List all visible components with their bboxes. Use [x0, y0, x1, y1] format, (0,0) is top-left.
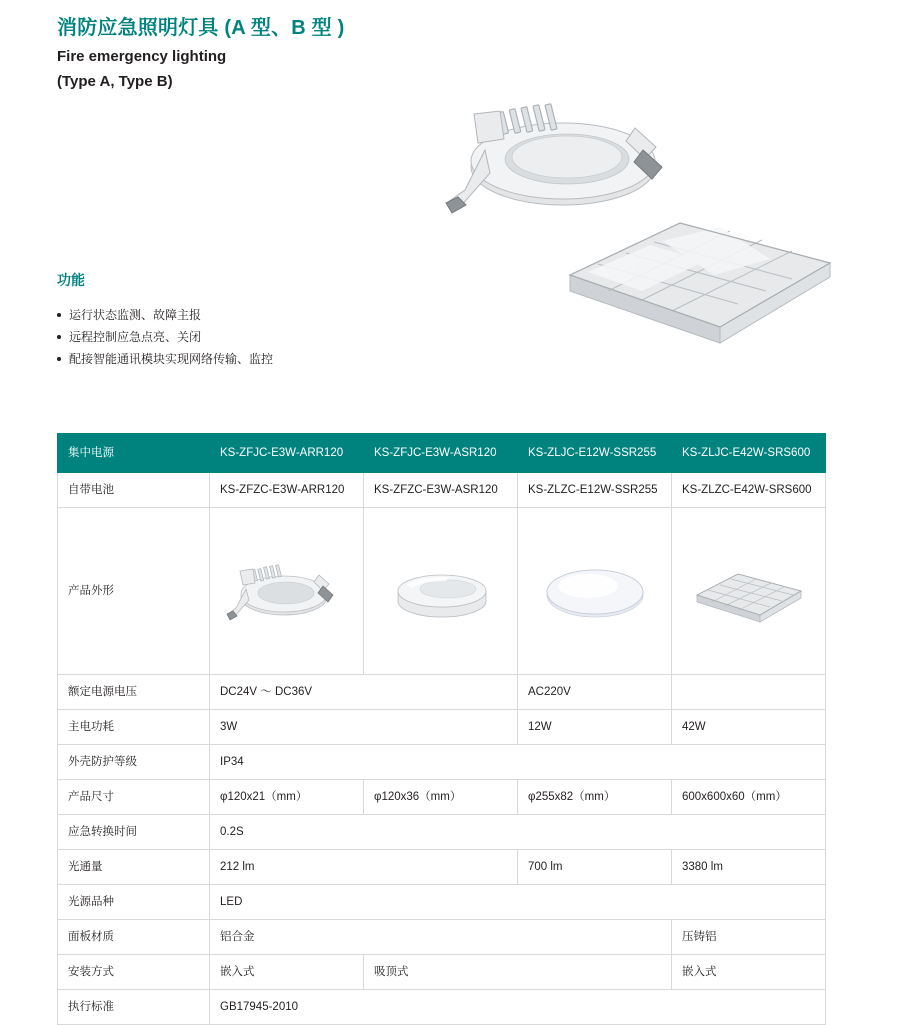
table-cell: φ120x21（mm）: [210, 780, 364, 815]
table-row: [58, 990, 826, 1025]
table-cell: AC220V: [518, 675, 672, 710]
table-row: [58, 710, 826, 745]
feature-item: 远程控制应急点亮、关闭: [57, 326, 387, 348]
table-row: [58, 434, 826, 473]
row-label: 安装方式: [58, 955, 210, 990]
page-title-en-line1: Fire emergency lighting: [57, 48, 227, 65]
hero-product-images: [430, 95, 860, 385]
page-title-cn: 消防应急照明灯具 (A 型、B 型 ): [57, 17, 345, 39]
page-title-en-line2: (Type A, Type B): [57, 73, 173, 90]
table-row: [58, 815, 826, 850]
table-cell: LED: [210, 885, 826, 920]
specification-table: [57, 433, 826, 1025]
table-row: [58, 955, 826, 990]
row-label: 自带电池: [58, 473, 210, 508]
table-cell: KS-ZLZC-E42W-SRS600: [672, 473, 826, 508]
surface-round-light-icon: [376, 551, 506, 631]
product-image-cell: [518, 508, 672, 675]
product-image-cell: [672, 508, 826, 675]
table-cell: 嵌入式: [672, 955, 826, 990]
table-row: [58, 920, 826, 955]
table-cell: 3380 lm: [672, 850, 826, 885]
table-row: [58, 473, 826, 508]
table-row: [58, 850, 826, 885]
table-cell: φ120x36（mm）: [364, 780, 518, 815]
table-cell: [672, 675, 826, 710]
downlight-recessed-icon: [222, 551, 352, 631]
row-label: 额定电源电压: [58, 675, 210, 710]
table-cell: 212 lm: [210, 850, 518, 885]
table-cell: 3W: [210, 710, 518, 745]
row-label: 面板材质: [58, 920, 210, 955]
row-label: 集中电源: [58, 434, 210, 473]
product-image-cell: [210, 508, 364, 675]
table-cell: KS-ZFZC-E3W-ASR120: [364, 473, 518, 508]
table-cell: GB17945-2010: [210, 990, 826, 1025]
table-row: [58, 745, 826, 780]
row-label: 产品外形: [58, 508, 210, 675]
table-cell: φ255x82（mm）: [518, 780, 672, 815]
table-cell: KS-ZFZC-E3W-ARR120: [210, 473, 364, 508]
features-title: 功能: [57, 272, 85, 288]
row-label: 应急转换时间: [58, 815, 210, 850]
grille-panel-light-icon: [683, 551, 815, 631]
row-label: 主电功耗: [58, 710, 210, 745]
downlight-recessed-image: [446, 104, 662, 213]
table-row: [58, 780, 826, 815]
table-cell: 嵌入式: [210, 955, 364, 990]
table-cell: KS-ZLJC-E42W-SRS600: [672, 434, 826, 473]
features-section: [57, 270, 387, 370]
feature-item: 运行状态监测、故障主报: [57, 304, 387, 326]
table-cell: KS-ZLJC-E12W-SSR255: [518, 434, 672, 473]
feature-item: 配接智能通讯模块实现网络传输、监控: [57, 348, 387, 370]
row-label: 光通量: [58, 850, 210, 885]
table-cell: DC24V ～ DC36V: [210, 675, 518, 710]
table-cell: IP34: [210, 745, 826, 780]
table-cell: 压铸铝: [672, 920, 826, 955]
table-cell: 12W: [518, 710, 672, 745]
table-row-product-images: [58, 508, 826, 675]
table-cell: 42W: [672, 710, 826, 745]
table-cell: 吸顶式: [364, 955, 672, 990]
row-label: 执行标准: [58, 990, 210, 1025]
table-cell: 0.2S: [210, 815, 826, 850]
grille-panel-light-image: [570, 223, 830, 343]
table-cell: 600x600x60（mm）: [672, 780, 826, 815]
table-row: [58, 885, 826, 920]
product-image-cell: [364, 508, 518, 675]
row-label: 光源品种: [58, 885, 210, 920]
table-cell: KS-ZFJC-E3W-ARR120: [210, 434, 364, 473]
ceiling-dome-light-icon: [530, 551, 660, 631]
table-cell: 700 lm: [518, 850, 672, 885]
table-row: [58, 675, 826, 710]
row-label: 产品尺寸: [58, 780, 210, 815]
table-cell: 铝合金: [210, 920, 672, 955]
hero-illustration: [430, 95, 860, 385]
table-cell: KS-ZFJC-E3W-ASR120: [364, 434, 518, 473]
page-header: [57, 14, 577, 92]
table-cell: KS-ZLZC-E12W-SSR255: [518, 473, 672, 508]
row-label: 外壳防护等级: [58, 745, 210, 780]
